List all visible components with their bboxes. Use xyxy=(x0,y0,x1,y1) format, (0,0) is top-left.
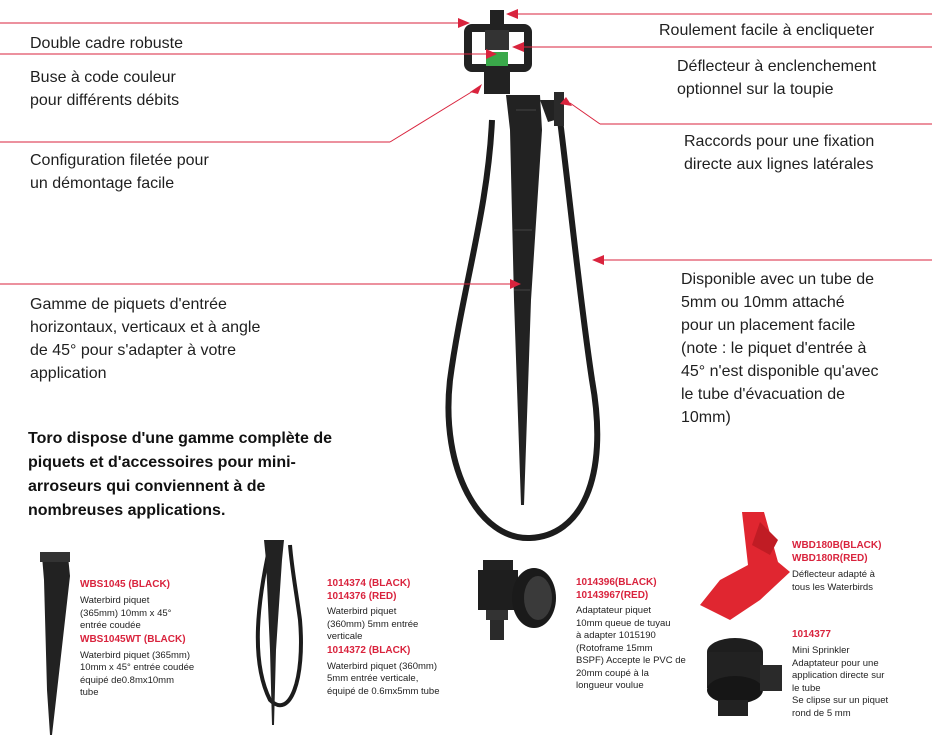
product-1014377-graphic xyxy=(707,638,782,716)
product-code: WBS1045 (BLACK) xyxy=(80,579,171,590)
product-wbs1045-graphic xyxy=(42,556,70,735)
product-wbd180: WBD180B(BLACK) WBD180R(RED) Déflecteur adapté à tous les Waterbirds xyxy=(792,539,922,594)
product-code: WBS1045WT (BLACK) xyxy=(80,633,186,645)
callout-double-frame: Double cadre robuste xyxy=(30,35,183,52)
callout-stake-range: Gamme de piquets d'entrée horizontaux, verticaux et à angle de 45° pour s'adapter à votre application xyxy=(30,296,261,382)
callout-snap-deflector: Déflecteur à enclenchement optionnel sur la toupie xyxy=(677,58,877,98)
product-code: 1014377 xyxy=(792,629,831,640)
callout-tube-availability: Disponible avec un tube de 5mm ou 10mm attaché pour un placement facile (note : le piquet d'entrée à 45° n'est disponible qu'avec le tube d'évacuation de 10mm) xyxy=(681,271,879,426)
product-code: WBD180R(RED) xyxy=(792,553,868,564)
main-stake xyxy=(506,95,542,505)
callout-threaded-config: Configuration filetée pour un démontage facile xyxy=(30,152,209,192)
product-code: 1014374 (BLACK) xyxy=(327,578,411,589)
product-1014374: 1014374 (BLACK) 1014376 (RED) Waterbird piquet (360mm) 5mm entrée verticale 1014372 (BLACK) Waterbird piquet (360mm) 5mm entrée verticale, équipé de 0.6mx5mm tube xyxy=(327,577,477,698)
product-code: WBD180B(BLACK) xyxy=(792,540,882,551)
product-wbs1045: WBS1045 (BLACK) Waterbird piquet (365mm) 10mm x 45° entrée coudée WBS1045WT (BLACK) Waterbird piquet (365mm) 10mm x 45° entrée coudée équipé de0.8mx10mm tube xyxy=(80,578,250,700)
callout-color-nozzle: Buse à code couleur pour différents débits xyxy=(30,69,180,109)
intro-paragraph: Toro dispose d'une gamme complète de piquets et d'accessoires pour mini- arroseurs qui conviennent à de nombreuses applications. xyxy=(28,430,333,519)
product-code: 1014376 (RED) xyxy=(327,591,397,602)
callout-direct-fittings: Raccords pour une fixation directe aux lignes latérales xyxy=(684,133,875,173)
product-code: 1014396(BLACK) xyxy=(576,577,657,588)
product-1014396-graphic xyxy=(478,560,556,640)
product-wbd180-graphic xyxy=(700,512,790,620)
product-1014396: 1014396(BLACK) 10143967(RED) Adaptateur piquet 10mm queue de tuyau à adapter 1015190 (Rotoframe 15mm BSPF) Accepte le PVC de 20mm coupé à la longueur voulue xyxy=(576,576,691,693)
product-code: 1014372 (BLACK) xyxy=(327,644,411,656)
callout-snap-bearing: Roulement facile à encliqueter xyxy=(659,22,875,39)
product-1014377: 1014377 Mini Sprinkler Adaptateur pour une application directe sur le tube Se clipse sur un piquet rond de 5 mm xyxy=(792,628,927,720)
product-code: 10143967(RED) xyxy=(576,590,649,601)
